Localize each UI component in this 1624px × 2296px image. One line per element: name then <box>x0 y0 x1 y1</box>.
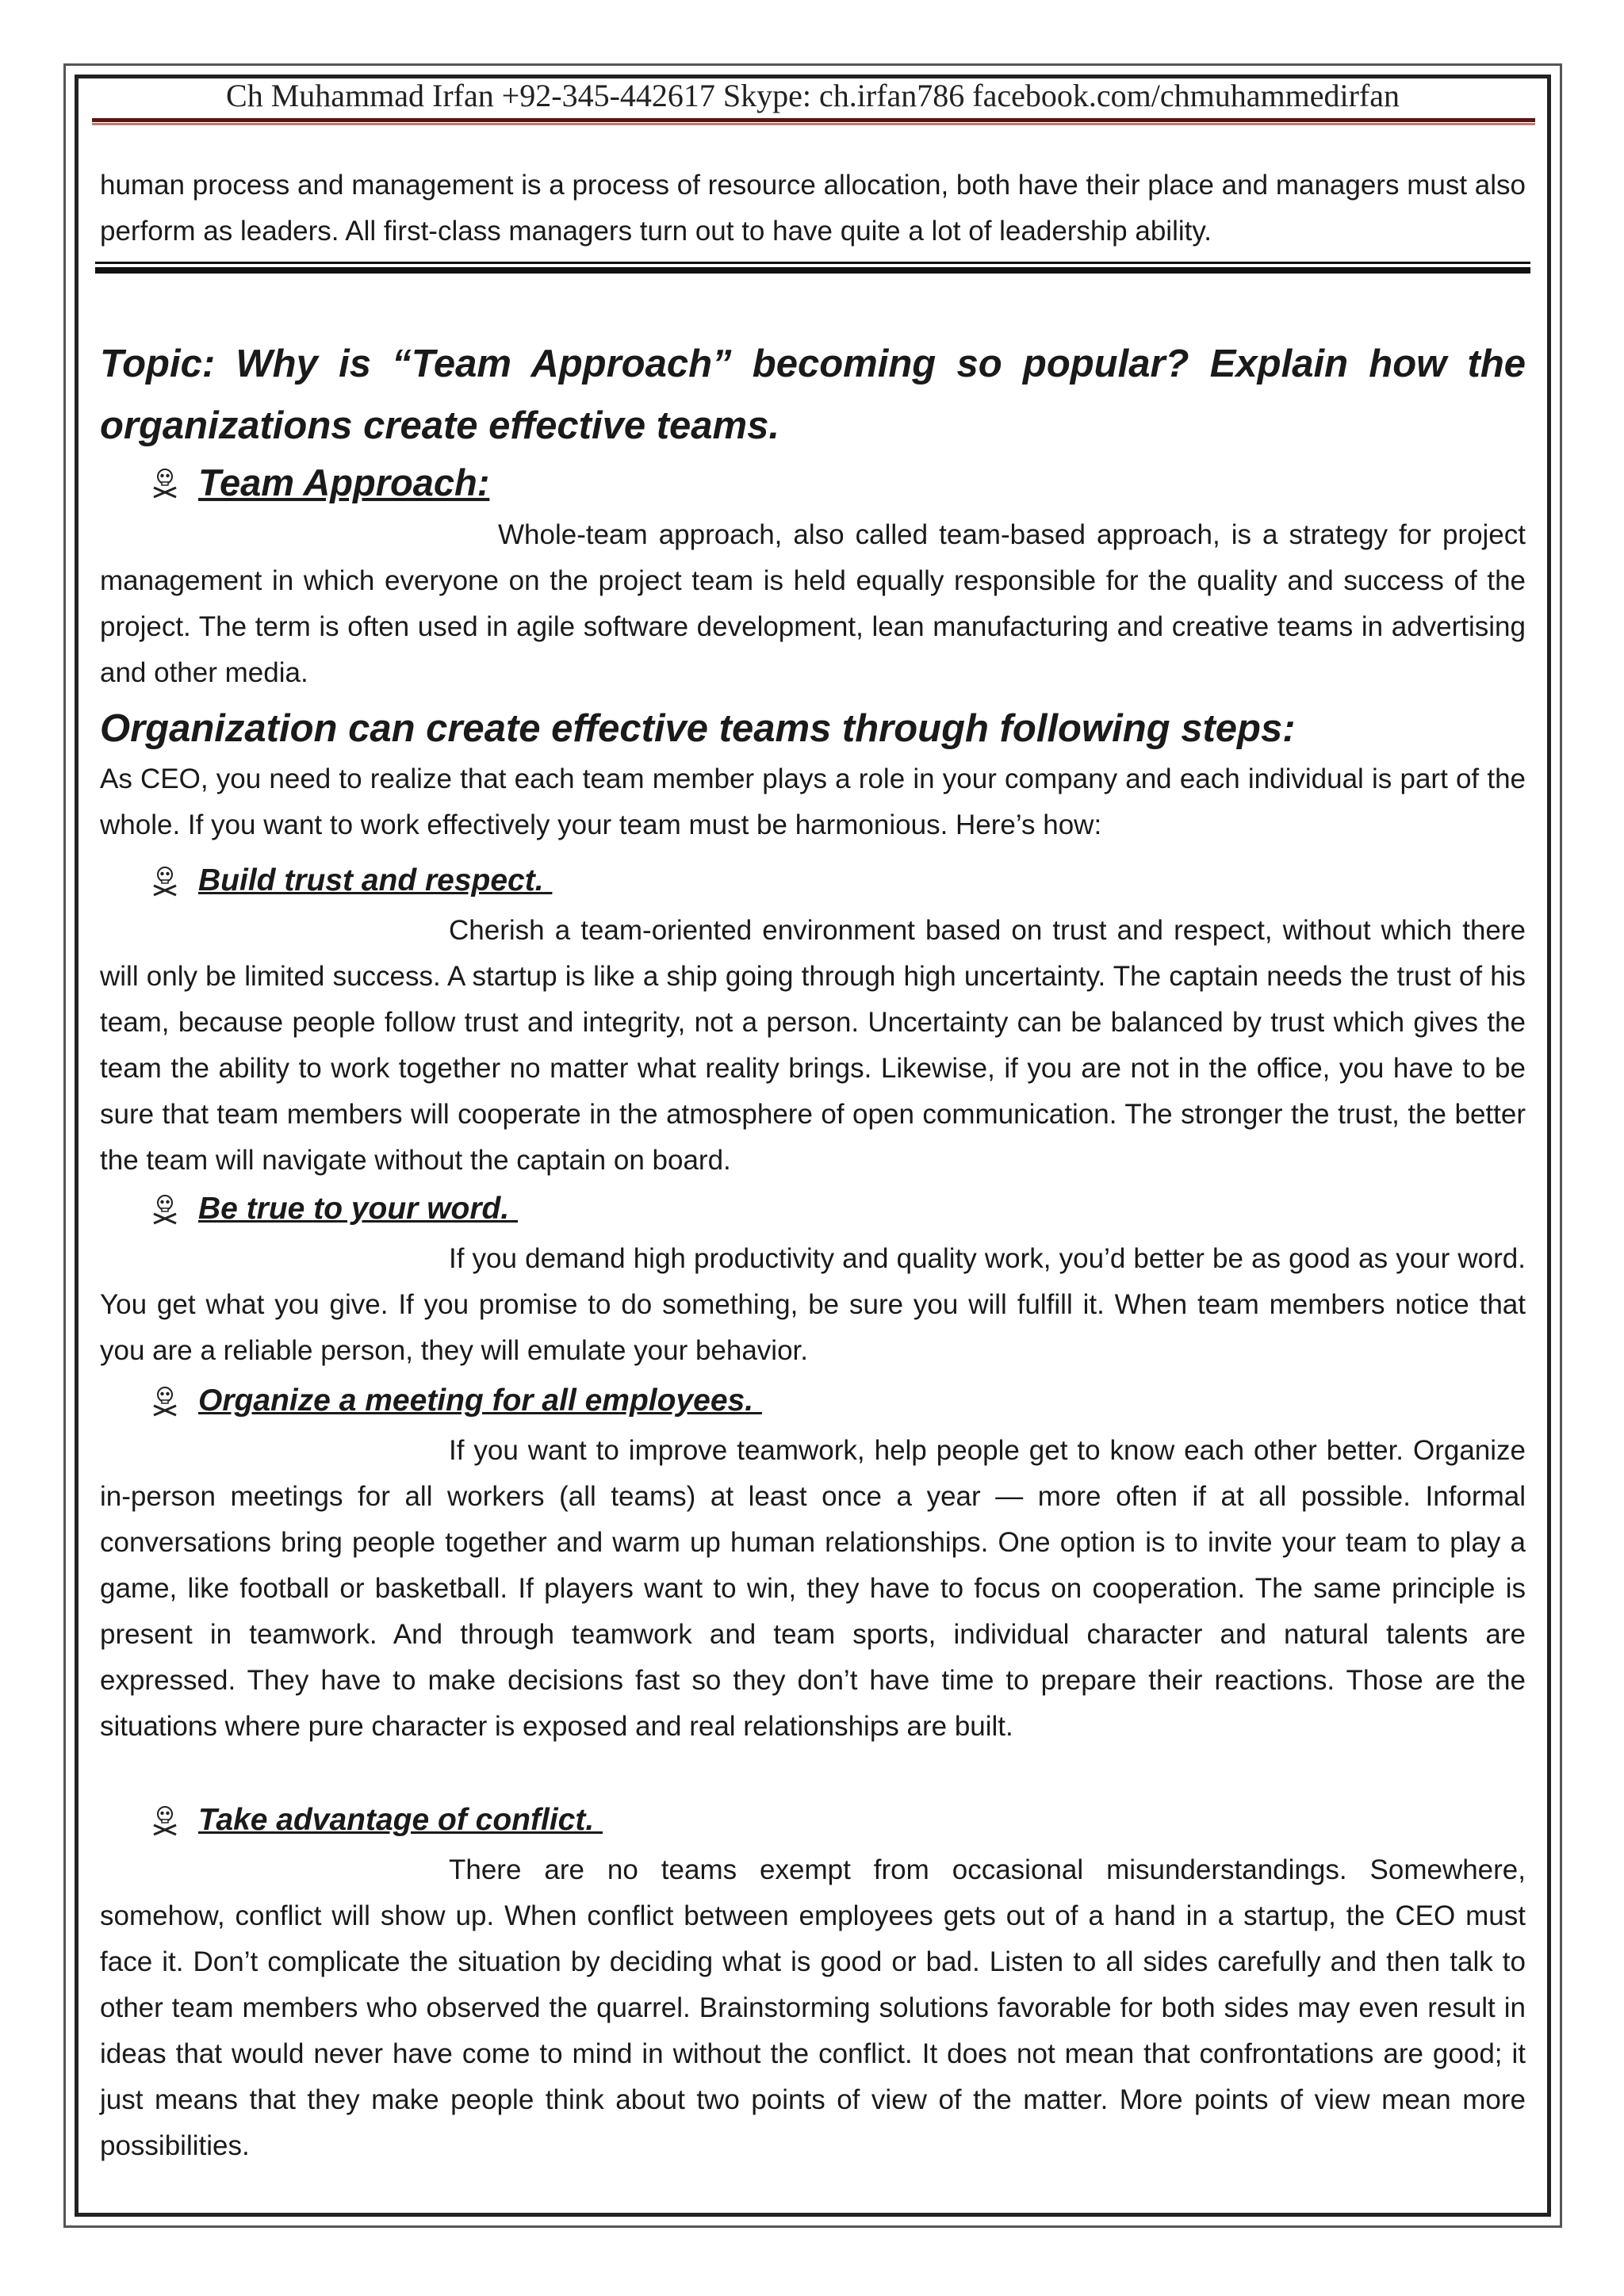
step-body: If you demand high productivity and quality work, you’d better be as good as your word. You get what you give. If you promise to do something, be sure you will fulfill it. When team members notice that you are a reliable person, they will emulate your behavior. <box>100 1243 1526 1366</box>
team-approach-body: Whole-team approach, also called team-based approach, is a strategy for project management in which everyone on the project team is held equally responsible for the quality and success of the project. The term is often used in agile software development, lean manufacturing and creative teams in advertising and other media. <box>100 519 1526 688</box>
skull-crossbones-icon <box>149 1804 181 1836</box>
effective-teams-heading: Organization can create effective teams through following steps: <box>100 707 1296 750</box>
header-rule <box>92 118 1535 122</box>
effective-teams-section <box>100 698 1526 848</box>
skull-crossbones-icon <box>149 1193 181 1225</box>
section-divider-thick <box>95 267 1530 274</box>
step-body: There are no teams exempt from occasional misunderstandings. Somewhere, somehow, conflict will show up. When conflict between employees gets out of a hand in a startup, the CEO must face it. Don’t complicate the situation by deciding what is good or bad. Listen to all sides carefully and then talk to other team members who observed the quarrel. Brainstorming solutions favorable for both sides may even result in ideas that would never have come to mind in without the conflict. It does not mean that confrontations are good; it just means that they make people think about two points of view of the matter. More points of view mean more possibilities. <box>100 1854 1526 2161</box>
step-body: If you want to improve teamwork, help people get to know each other better. Organize in-person meetings for all workers (all teams) at least once a year — more often if at all possible. Informal conversations bring people together and warm up human relationships. One option is to invite your team to play a game, like football or basketball. If players want to win, they have to focus on cooperation. The same principle is present in teamwork. And through teamwork and team sports, individual character and natural talents are expressed. They have to make decisions fast so they don’t have time to prepare their reactions. Those are the situations where pure character is exposed and real relationships are built. <box>100 1435 1526 1742</box>
step-heading <box>149 1797 603 1843</box>
intro-block <box>100 163 1526 254</box>
header-rule-accent <box>92 123 1535 125</box>
skull-crossbones-icon <box>149 467 181 499</box>
header-contact-line: Ch Muhammad Irfan +92-345-442617 Skype: ch.irfan786 facebook.com/chmuhammedirfan <box>226 78 1400 113</box>
step-title: Be true to your word. <box>198 1192 519 1226</box>
step-title: Take advantage of conflict. <box>198 1803 603 1837</box>
step-section <box>100 1428 1526 1750</box>
effective-teams-intro: As CEO, you need to realize that each team member plays a role in your company and each individual is part of the whole. If you want to work effectively your team must be harmonious. Here’s how: <box>100 763 1526 840</box>
intro-paragraph: human process and management is a process of resource allocation, both have their place and managers must also perform as leaders. All first-class managers turn out to have quite a lot of leadership ability. <box>100 170 1526 247</box>
step-title: Organize a meeting for all employees. <box>198 1383 762 1418</box>
topic-heading: Topic: Why is “Team Approach” becoming so popular? Explain how the organizations create effective teams. <box>100 342 1526 447</box>
section-divider <box>95 262 1530 264</box>
step-title: Build trust and respect. <box>198 863 553 897</box>
step-heading <box>149 1378 762 1424</box>
team-approach-heading <box>149 457 489 508</box>
step-section <box>100 908 1526 1184</box>
step-section <box>100 1847 1526 2169</box>
step-heading <box>149 1186 518 1232</box>
team-approach-title: Team Approach: <box>198 461 490 503</box>
skull-crossbones-icon <box>149 1385 181 1417</box>
step-section <box>100 1236 1526 1374</box>
team-approach-section <box>100 512 1526 696</box>
skull-crossbones-icon <box>149 865 181 897</box>
step-body: Cherish a team-oriented environment based on trust and respect, without which there will only be limited success. A startup is like a ship going through high uncertainty. The captain needs the trust of his team, because people follow trust and integrity, not a person. Uncertainty can be balanced by trust which gives the team the ability to work together no matter what reality brings. Likewise, if you are not in the office, you have to be sure that team members will cooperate in the atmosphere of open communication. The stronger the trust, the better the team will navigate without the captain on board. <box>100 915 1526 1176</box>
step-heading <box>149 858 552 904</box>
